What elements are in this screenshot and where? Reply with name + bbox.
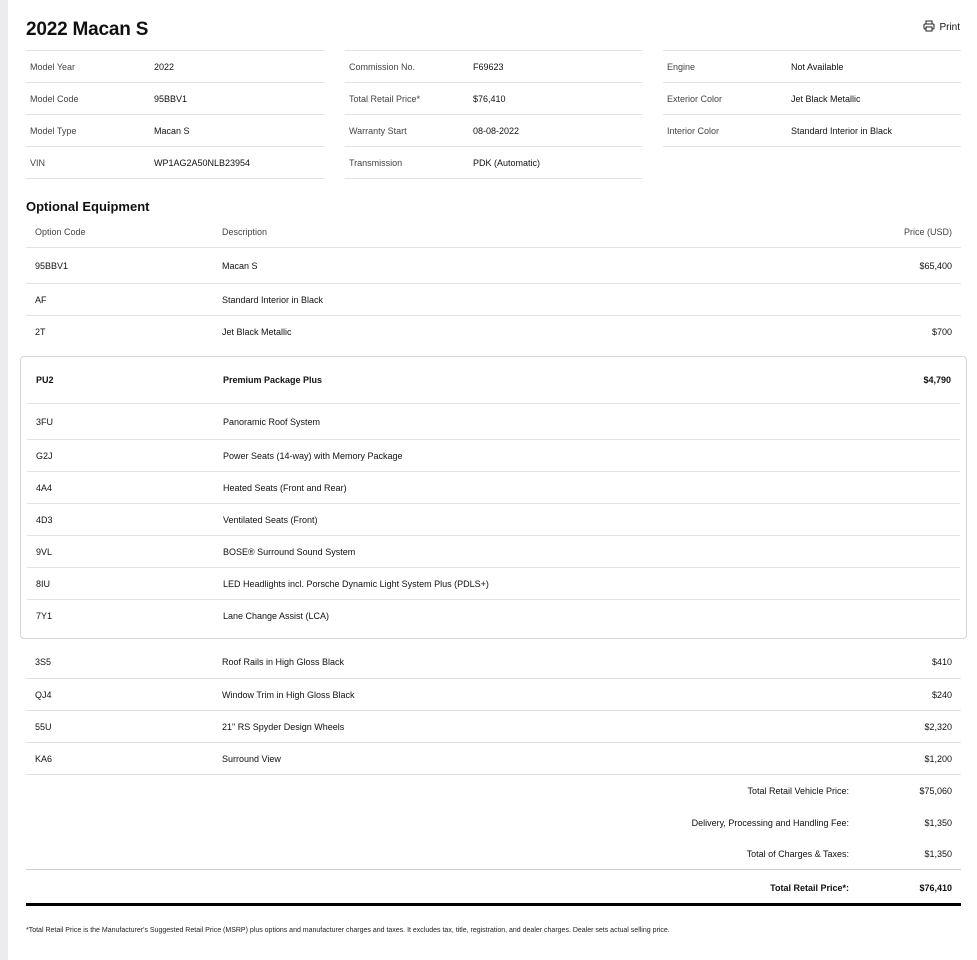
spec-row	[345, 146, 643, 179]
package-item-description: Heated Seats (Front and Rear)	[223, 482, 347, 493]
total-row	[26, 775, 961, 806]
spec-row	[663, 50, 961, 82]
spec-label: Commission No.	[349, 61, 416, 72]
package-header-row	[27, 357, 960, 404]
option-price: $700	[931, 326, 952, 337]
header-option-code: Option Code	[35, 227, 86, 237]
spec-column-1	[26, 50, 324, 179]
option-code: QJ4	[35, 689, 52, 700]
spec-value: Jet Black Metallic	[791, 93, 861, 104]
option-code: KA6	[35, 753, 53, 764]
total-label: Total of Charges & Taxes:	[746, 848, 849, 859]
package-item-row	[27, 440, 960, 472]
total-value: $1,350	[924, 817, 952, 828]
package-item-row	[27, 404, 960, 440]
spec-value: WP1AG2A50NLB23954	[154, 157, 251, 168]
package-item-code: 3FU	[36, 416, 54, 427]
option-description: Roof Rails in High Gloss Black	[222, 657, 345, 667]
page-title: 2022 Macan S	[26, 19, 149, 40]
spec-value: Not Available	[791, 61, 844, 72]
spec-row	[345, 82, 643, 114]
spec-row	[26, 114, 324, 146]
total-row	[26, 838, 961, 869]
window-sticker-page	[8, 0, 977, 960]
total-label: Delivery, Processing and Handling Fee:	[691, 817, 849, 828]
package-item-row	[27, 536, 960, 568]
option-code: AF	[35, 294, 47, 305]
option-price: $65,400	[919, 260, 952, 271]
table-row	[26, 646, 961, 679]
grand-total-value: $76,410	[919, 882, 952, 893]
package-item-row	[27, 504, 960, 536]
package-item-description: Lane Change Assist (LCA)	[223, 610, 330, 621]
spec-row	[26, 82, 324, 114]
print-button[interactable]	[923, 20, 960, 35]
option-description: Window Trim in High Gloss Black	[222, 689, 355, 700]
spec-value: Macan S	[154, 125, 190, 136]
footnote: *Total Retail Price is the Manufacturer's Suggested Retail Price (MSRP) plus options and manufacturer charges and taxes. It excludes tax, title, registration, and dealer charges. Dealer sets actual selling price.	[26, 927, 670, 934]
package-item-description: BOSE® Surround Sound System	[223, 546, 356, 557]
package-item-description: Power Seats (14-way) with Memory Package	[223, 450, 403, 461]
grand-total-row	[26, 872, 961, 903]
total-value: $75,060	[919, 785, 952, 796]
divider	[26, 869, 961, 870]
spec-value: 95BBV1	[154, 93, 188, 104]
spec-label: Interior Color	[667, 125, 720, 136]
package-item-code: 4D3	[36, 514, 53, 525]
option-code: 2T	[35, 326, 46, 337]
printer-icon	[923, 20, 935, 35]
option-code: 95BBV1	[35, 260, 69, 271]
option-price: $2,320	[924, 721, 952, 732]
spec-value: $76,410	[473, 93, 506, 104]
package-item-description: Panoramic Roof System	[223, 416, 321, 427]
package-item-code: 4A4	[36, 482, 53, 493]
spec-label: VIN	[30, 157, 46, 168]
option-price: $410	[931, 657, 952, 667]
spec-label: Model Code	[30, 93, 79, 104]
table-row	[26, 284, 961, 316]
spec-column-3	[663, 50, 961, 147]
spec-value: Standard Interior in Black	[791, 125, 893, 136]
total-row	[26, 807, 961, 838]
divider-thick	[26, 903, 961, 906]
option-description: Jet Black Metallic	[222, 326, 292, 337]
spec-label: Model Type	[30, 125, 77, 136]
package-item-code: 9VL	[36, 546, 53, 557]
header-description: Description	[222, 227, 268, 237]
header-price: Price (USD)	[903, 227, 952, 237]
spec-label: Exterior Color	[667, 93, 723, 104]
spec-label: Warranty Start	[349, 125, 407, 136]
spec-row	[345, 50, 643, 82]
table-row	[26, 316, 961, 347]
grand-total-label: Total Retail Price*:	[770, 882, 849, 893]
total-value: $1,350	[924, 848, 952, 859]
print-label: Print	[939, 22, 960, 33]
spec-value: 08-08-2022	[473, 125, 520, 136]
spec-value: F69623	[473, 61, 504, 72]
option-price: $1,200	[924, 753, 952, 764]
package-item-row	[27, 472, 960, 504]
option-price: $240	[931, 689, 952, 700]
table-row	[26, 711, 961, 743]
spec-label: Engine	[667, 61, 696, 72]
option-description: Surround View	[222, 753, 281, 764]
spec-row	[663, 82, 961, 114]
package-item-code: 8IU	[36, 578, 51, 589]
option-description: Macan S	[222, 260, 258, 271]
spec-label: Transmission	[349, 157, 403, 168]
spec-row	[345, 114, 643, 146]
premium-package-box	[20, 356, 967, 639]
package-item-row	[27, 600, 960, 631]
package-item-row	[27, 568, 960, 600]
package-description: Premium Package Plus	[223, 375, 323, 385]
spec-label: Model Year	[30, 61, 76, 72]
package-item-description: LED Headlights incl. Porsche Dynamic Light System Plus (PDLS+)	[223, 578, 489, 589]
spec-row	[26, 50, 324, 82]
spec-value: 2022	[154, 61, 175, 72]
table-row	[26, 743, 961, 775]
package-item-description: Ventilated Seats (Front)	[223, 514, 318, 525]
package-item-code: G2J	[36, 450, 53, 461]
table-row	[26, 679, 961, 711]
package-price: $4,790	[923, 375, 951, 385]
spec-value: PDK (Automatic)	[473, 157, 541, 168]
option-description: 21" RS Spyder Design Wheels	[222, 721, 345, 732]
spec-row	[663, 114, 961, 147]
option-description: Standard Interior in Black	[222, 294, 324, 305]
options-table-header	[26, 220, 961, 248]
spec-label: Total Retail Price*	[349, 93, 421, 104]
spec-row	[26, 146, 324, 179]
package-code: PU2	[36, 375, 54, 385]
option-code: 55U	[35, 721, 52, 732]
optional-equipment-title: Optional Equipment	[26, 199, 150, 214]
table-row	[26, 248, 961, 284]
spec-column-2	[345, 50, 643, 179]
option-code: 3S5	[35, 657, 52, 667]
total-label: Total Retail Vehicle Price:	[747, 785, 849, 796]
package-item-code: 7Y1	[36, 610, 53, 621]
